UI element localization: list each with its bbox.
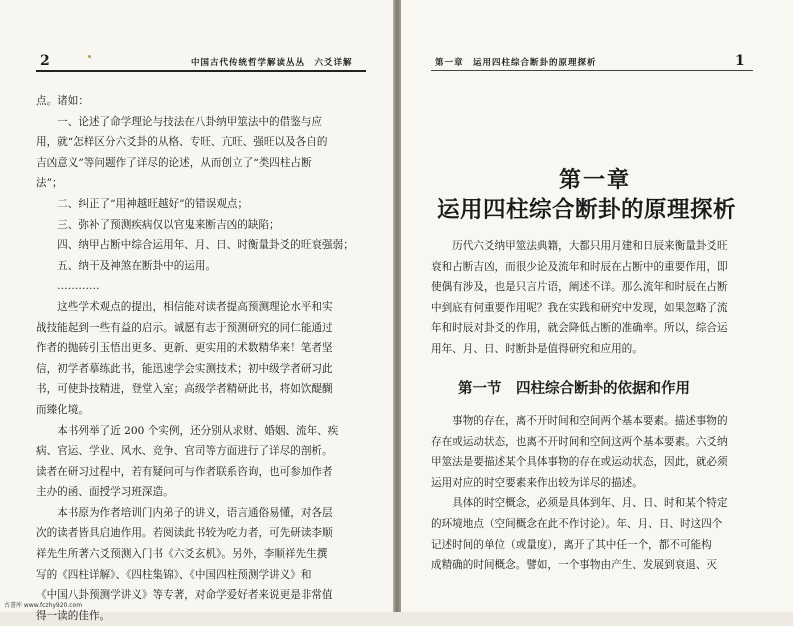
section-line: 运用对应的时空要素来作出较为详尽的描述。 <box>431 476 643 489</box>
section-line: 事物的存在，离不开时间和空间两个基本要素。描述事物的 <box>431 415 728 427</box>
left-page-number: 2 <box>40 53 50 69</box>
intro-line: 衰和占断吉凶，而很少论及流年和时辰在占断中的重要作用，即 <box>431 260 728 273</box>
left-body-line: 主办的函、面授学习班深造。 <box>36 486 174 499</box>
left-body-line: 《中国八卦预测学讲义》等专著，对命学爱好者来说更是非常值 <box>36 589 333 602</box>
section-line: 记述时间的单位（或量度），离开了其中任一个，都不可能构 <box>431 538 712 551</box>
right-running-head: 第一章 运用四柱综合断卦的原理探析 <box>435 58 597 68</box>
left-header-rule <box>36 70 366 72</box>
left-body-line: 战技能起到一些有益的启示。诚愿有志于预测研究的同仁能通过 <box>36 321 333 334</box>
left-body-line: 写的《四柱详解》、《四柱集锦》、《中国四柱预测学讲义》和 <box>36 568 312 581</box>
left-body-line: 法”； <box>36 177 63 190</box>
chapter-label: 第一章 <box>559 167 632 193</box>
left-page <box>0 0 393 622</box>
right-header-rule <box>431 70 753 71</box>
left-body-line: 书，可使卦技精进，登堂入室；高级学者精研此书，将如饮醍醐 <box>36 383 333 396</box>
left-body-line: 三、弥补了预测疾病仅以官鬼来断吉凶的缺陷； <box>36 218 280 231</box>
left-body-line: 用，就“怎样区分六爻卦的从格、专旺、亢旺、强旺以及各自的 <box>36 136 328 149</box>
left-body-line: ………… <box>36 280 100 293</box>
left-body-line: 得一读的佳作。 <box>36 609 111 622</box>
left-body-line: 二、纠正了“用神越旺越好”的错误观点； <box>36 197 249 210</box>
left-body-line: 作者的抛砖引玉悟出更多、更新、更实用的术数精华来！笔者坚 <box>36 342 333 355</box>
right-page-number: 1 <box>735 53 745 69</box>
left-body-line: 这些学术观点的提出，相信能对读者提高预测理论水平和实 <box>36 300 333 313</box>
intro-line: 年和时辰对卦爻的作用，就会降低占断的准确率。所以，综合运 <box>431 322 728 335</box>
left-body-line: 点。诸如： <box>36 95 89 107</box>
section-line: 成精确的时间概念。譬如，一个事物由产生、发展到衰退、灭 <box>431 559 718 572</box>
intro-line: 中到底有何重要作用呢？我在实践和研究中发现，如果忽略了流 <box>431 301 728 314</box>
left-body-line: 本书原为作者培训门内弟子的讲义，语言通俗易懂，对各层 <box>36 506 333 519</box>
left-body-text <box>36 91 374 626</box>
left-running-head: 中国古代传统哲学解读丛丛 六爻详解 <box>191 58 353 68</box>
left-body-line: 祥先生所著六爻预测入门书《六爻玄机》。另外，李顺祥先生撰 <box>36 548 328 561</box>
left-body-line: 一、论述了命学理论与技法在八卦纳甲筮法中的借鉴与应 <box>36 115 323 128</box>
section-title: 第一节 四柱综合断卦的依据和作用 <box>458 380 690 397</box>
print-speck <box>88 55 91 58</box>
left-body-line: 吉凶意义”等问题作了详尽的论述，从而创立了“类四柱占断 <box>36 156 312 169</box>
intro-line: 历代六爻纳甲筮法典籍，大都只用月建和日辰来衡量卦爻旺 <box>431 240 728 252</box>
left-body-line: 病、官运、学业、风水、竞争、官司等方面进行了详尽的剖析。 <box>36 445 333 458</box>
section-body-text <box>431 411 761 576</box>
left-body-line: 次的读者皆具启迪作用。若阅读此书较为吃力者，可先研读李顺 <box>36 527 333 540</box>
site-watermark: 古書库 www.fczhy920.com <box>4 602 83 609</box>
section-line: 具体的时空概念，必须是具体到年、月、日、时和某个特定 <box>431 497 728 510</box>
book-spine <box>393 0 401 612</box>
left-body-line: 而臻化境。 <box>36 403 89 416</box>
intro-line: 用年、月、日、时断卦是值得研究和应用的。 <box>431 342 643 355</box>
intro-line: 使偶有涉及，也是只言片语，阐述不详。那么流年和时辰在占断 <box>431 281 728 294</box>
section-line: 存在或运动状态，也离不开时间和空间这两个基本要素。六爻纳 <box>431 435 728 448</box>
left-body-line: 读者在研习过程中，若有疑问可与作者联系咨询，也可参加作者 <box>36 465 333 478</box>
left-body-line: 信，初学者摹练此书，能迅速学会实测技术；初中级学者研习此 <box>36 362 333 375</box>
left-body-line: 四、纳甲占断中综合运用年、月、日、时衡量卦爻的旺衰强弱； <box>36 239 354 252</box>
left-body-line: 五、纳干及神煞在断卦中的运用。 <box>36 259 217 272</box>
chapter-title: 运用四柱综合断卦的原理探析 <box>437 197 737 223</box>
left-body-line: 本书列举了近 200 个实例，还分别从求财、婚姻、流年、疾 <box>36 424 339 437</box>
chapter-intro-text <box>431 236 761 360</box>
section-line: 甲筮法是要描述某个具体事物的存在或运动状态，因此，就必须 <box>431 456 728 469</box>
section-line: 的环境地点（空间概念在此不作讨论）。年、月、日、时这四个 <box>431 517 723 530</box>
